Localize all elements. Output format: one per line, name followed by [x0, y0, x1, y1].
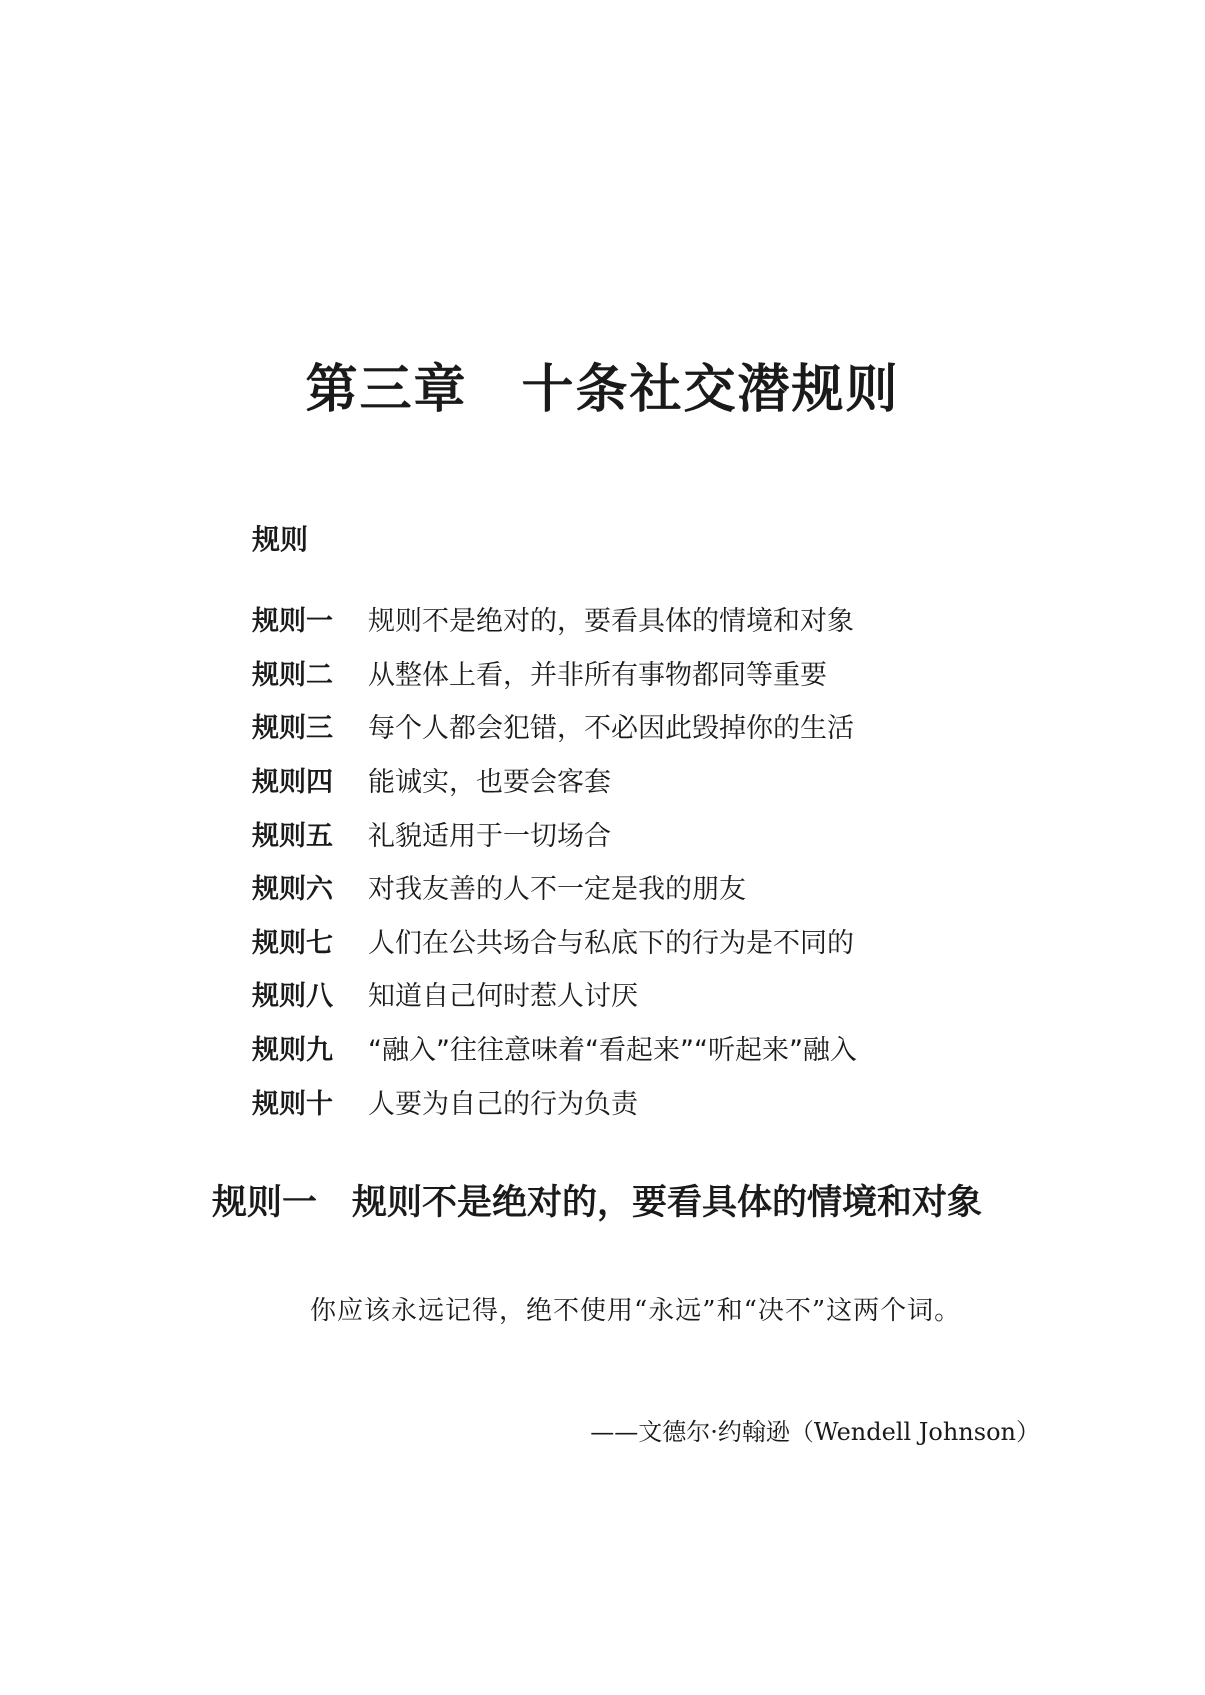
- rule-text: 人们在公共场合与私底下的行为是不同的: [368, 927, 854, 959]
- list-item: [252, 1074, 1052, 1128]
- rule-text: 规则不是绝对的，要看具体的情境和对象: [368, 606, 854, 638]
- list-item: [252, 592, 1052, 646]
- list-item: [252, 753, 1052, 807]
- list-item: [252, 1021, 1052, 1075]
- rule-label: 规则九: [252, 1035, 333, 1067]
- list-item: [252, 699, 1052, 753]
- epigraph-attribution: ——文德尔·约翰逊（Wendell Johnson）: [590, 1418, 1040, 1446]
- rule-text: 礼貌适用于一切场合: [368, 820, 611, 852]
- list-item: [252, 914, 1052, 968]
- section-heading: 规则一 规则不是绝对的，要看具体的情境和对象: [212, 1183, 983, 1223]
- rule-label: 规则一: [252, 606, 333, 638]
- toc-heading: 规则: [252, 523, 309, 556]
- rule-label: 规则五: [252, 820, 333, 852]
- rule-label: 规则三: [252, 713, 333, 745]
- rule-label: 规则二: [252, 659, 333, 691]
- rule-label: 规则七: [252, 927, 333, 959]
- list-item: [252, 860, 1052, 914]
- rule-label: 规则八: [252, 981, 333, 1013]
- rule-label: 规则六: [252, 874, 333, 906]
- rule-text: 知道自己何时惹人讨厌: [368, 981, 638, 1013]
- rule-text: 从整体上看，并非所有事物都同等重要: [368, 659, 827, 691]
- epigraph-quote: 你应该永远记得，绝不使用“永远”和“决不”这两个词。: [310, 1296, 962, 1326]
- rule-text: 人要为自己的行为负责: [368, 1088, 638, 1120]
- list-item: [252, 967, 1052, 1021]
- list-item: [252, 646, 1052, 700]
- rule-text: 对我友善的人不一定是我的朋友: [368, 874, 746, 906]
- chapter-title: 第三章 十条社交潜规则: [305, 359, 900, 420]
- rule-label: 规则四: [252, 767, 333, 799]
- rule-text: 能诚实，也要会客套: [368, 767, 611, 799]
- rule-label: 规则十: [252, 1088, 333, 1120]
- rule-text: 每个人都会犯错，不必因此毁掉你的生活: [368, 713, 854, 745]
- rule-text: “融入”往往意味着“看起来”“听起来”融入: [368, 1035, 857, 1067]
- list-item: [252, 806, 1052, 860]
- rules-list: [252, 592, 1052, 1128]
